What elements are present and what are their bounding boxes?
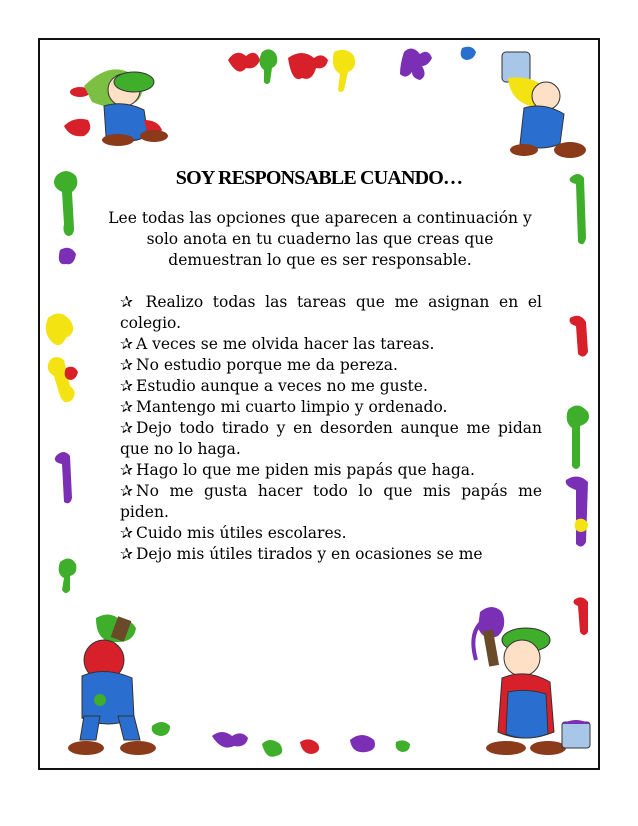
option-text: Hago lo que me piden mis papás que haga. bbox=[136, 461, 475, 479]
option-text: Mantengo mi cuarto limpio y ordenado. bbox=[136, 398, 448, 416]
painter-boy-bottom-right bbox=[450, 596, 600, 766]
right-splats bbox=[566, 174, 589, 635]
instructions-text: Lee todas las opciones que aparecen a continuación y solo anota en tu cuaderno las que creas que demuestran lo que es ser responsable. bbox=[108, 209, 532, 269]
blue-splat-top bbox=[461, 47, 476, 60]
star-icon: ✰ bbox=[120, 293, 133, 311]
list-item bbox=[120, 481, 542, 523]
star-icon: ✰ bbox=[120, 524, 133, 542]
list-item bbox=[120, 355, 542, 376]
painter-boy-top-left bbox=[44, 40, 184, 150]
list-item bbox=[120, 418, 542, 460]
star-icon: ✰ bbox=[120, 335, 133, 353]
list-item bbox=[120, 460, 542, 481]
option-text: A veces se me olvida hacer las tareas. bbox=[136, 335, 435, 353]
left-splats bbox=[46, 171, 78, 593]
list-item bbox=[120, 544, 542, 565]
star-icon: ✰ bbox=[120, 461, 133, 479]
yellow-splat-top bbox=[333, 50, 355, 92]
option-text: No me gusta hacer todo lo que mis papás me piden. bbox=[120, 482, 542, 521]
star-icon: ✰ bbox=[120, 419, 133, 437]
purple-splat-top bbox=[400, 48, 432, 80]
painter-boy-top-right bbox=[484, 42, 594, 162]
bottom-splats bbox=[212, 732, 410, 757]
green-splat-top bbox=[259, 49, 277, 84]
red-splat-top bbox=[228, 53, 260, 72]
option-text: Dejo todo tirado y en desorden aunque me pidan que no lo haga. bbox=[120, 419, 542, 458]
option-text: Estudio aunque a veces no me guste. bbox=[136, 377, 428, 395]
list-item bbox=[120, 376, 542, 397]
red-splat-top-2 bbox=[288, 53, 328, 79]
list-item bbox=[120, 397, 542, 418]
list-item bbox=[120, 334, 542, 355]
option-text: No estudio porque me da pereza. bbox=[136, 356, 398, 374]
option-text: Realizo todas las tareas que me asignan en el colegio. bbox=[120, 293, 542, 332]
list-item bbox=[120, 523, 542, 544]
star-icon: ✰ bbox=[120, 545, 133, 563]
top-splats bbox=[228, 47, 476, 92]
option-text: Cuido mis útiles escolares. bbox=[136, 524, 347, 542]
star-icon: ✰ bbox=[120, 398, 133, 416]
painter-boy-bottom-left bbox=[48, 596, 188, 766]
list-item bbox=[120, 292, 542, 334]
star-icon: ✰ bbox=[120, 356, 133, 374]
star-icon: ✰ bbox=[120, 482, 133, 500]
star-icon: ✰ bbox=[120, 377, 133, 395]
options-list bbox=[120, 292, 542, 565]
option-text: Dejo mis útiles tirados y en ocasiones se me bbox=[136, 545, 483, 563]
page-title: SOY RESPONSABLE CUANDO… bbox=[175, 167, 463, 189]
